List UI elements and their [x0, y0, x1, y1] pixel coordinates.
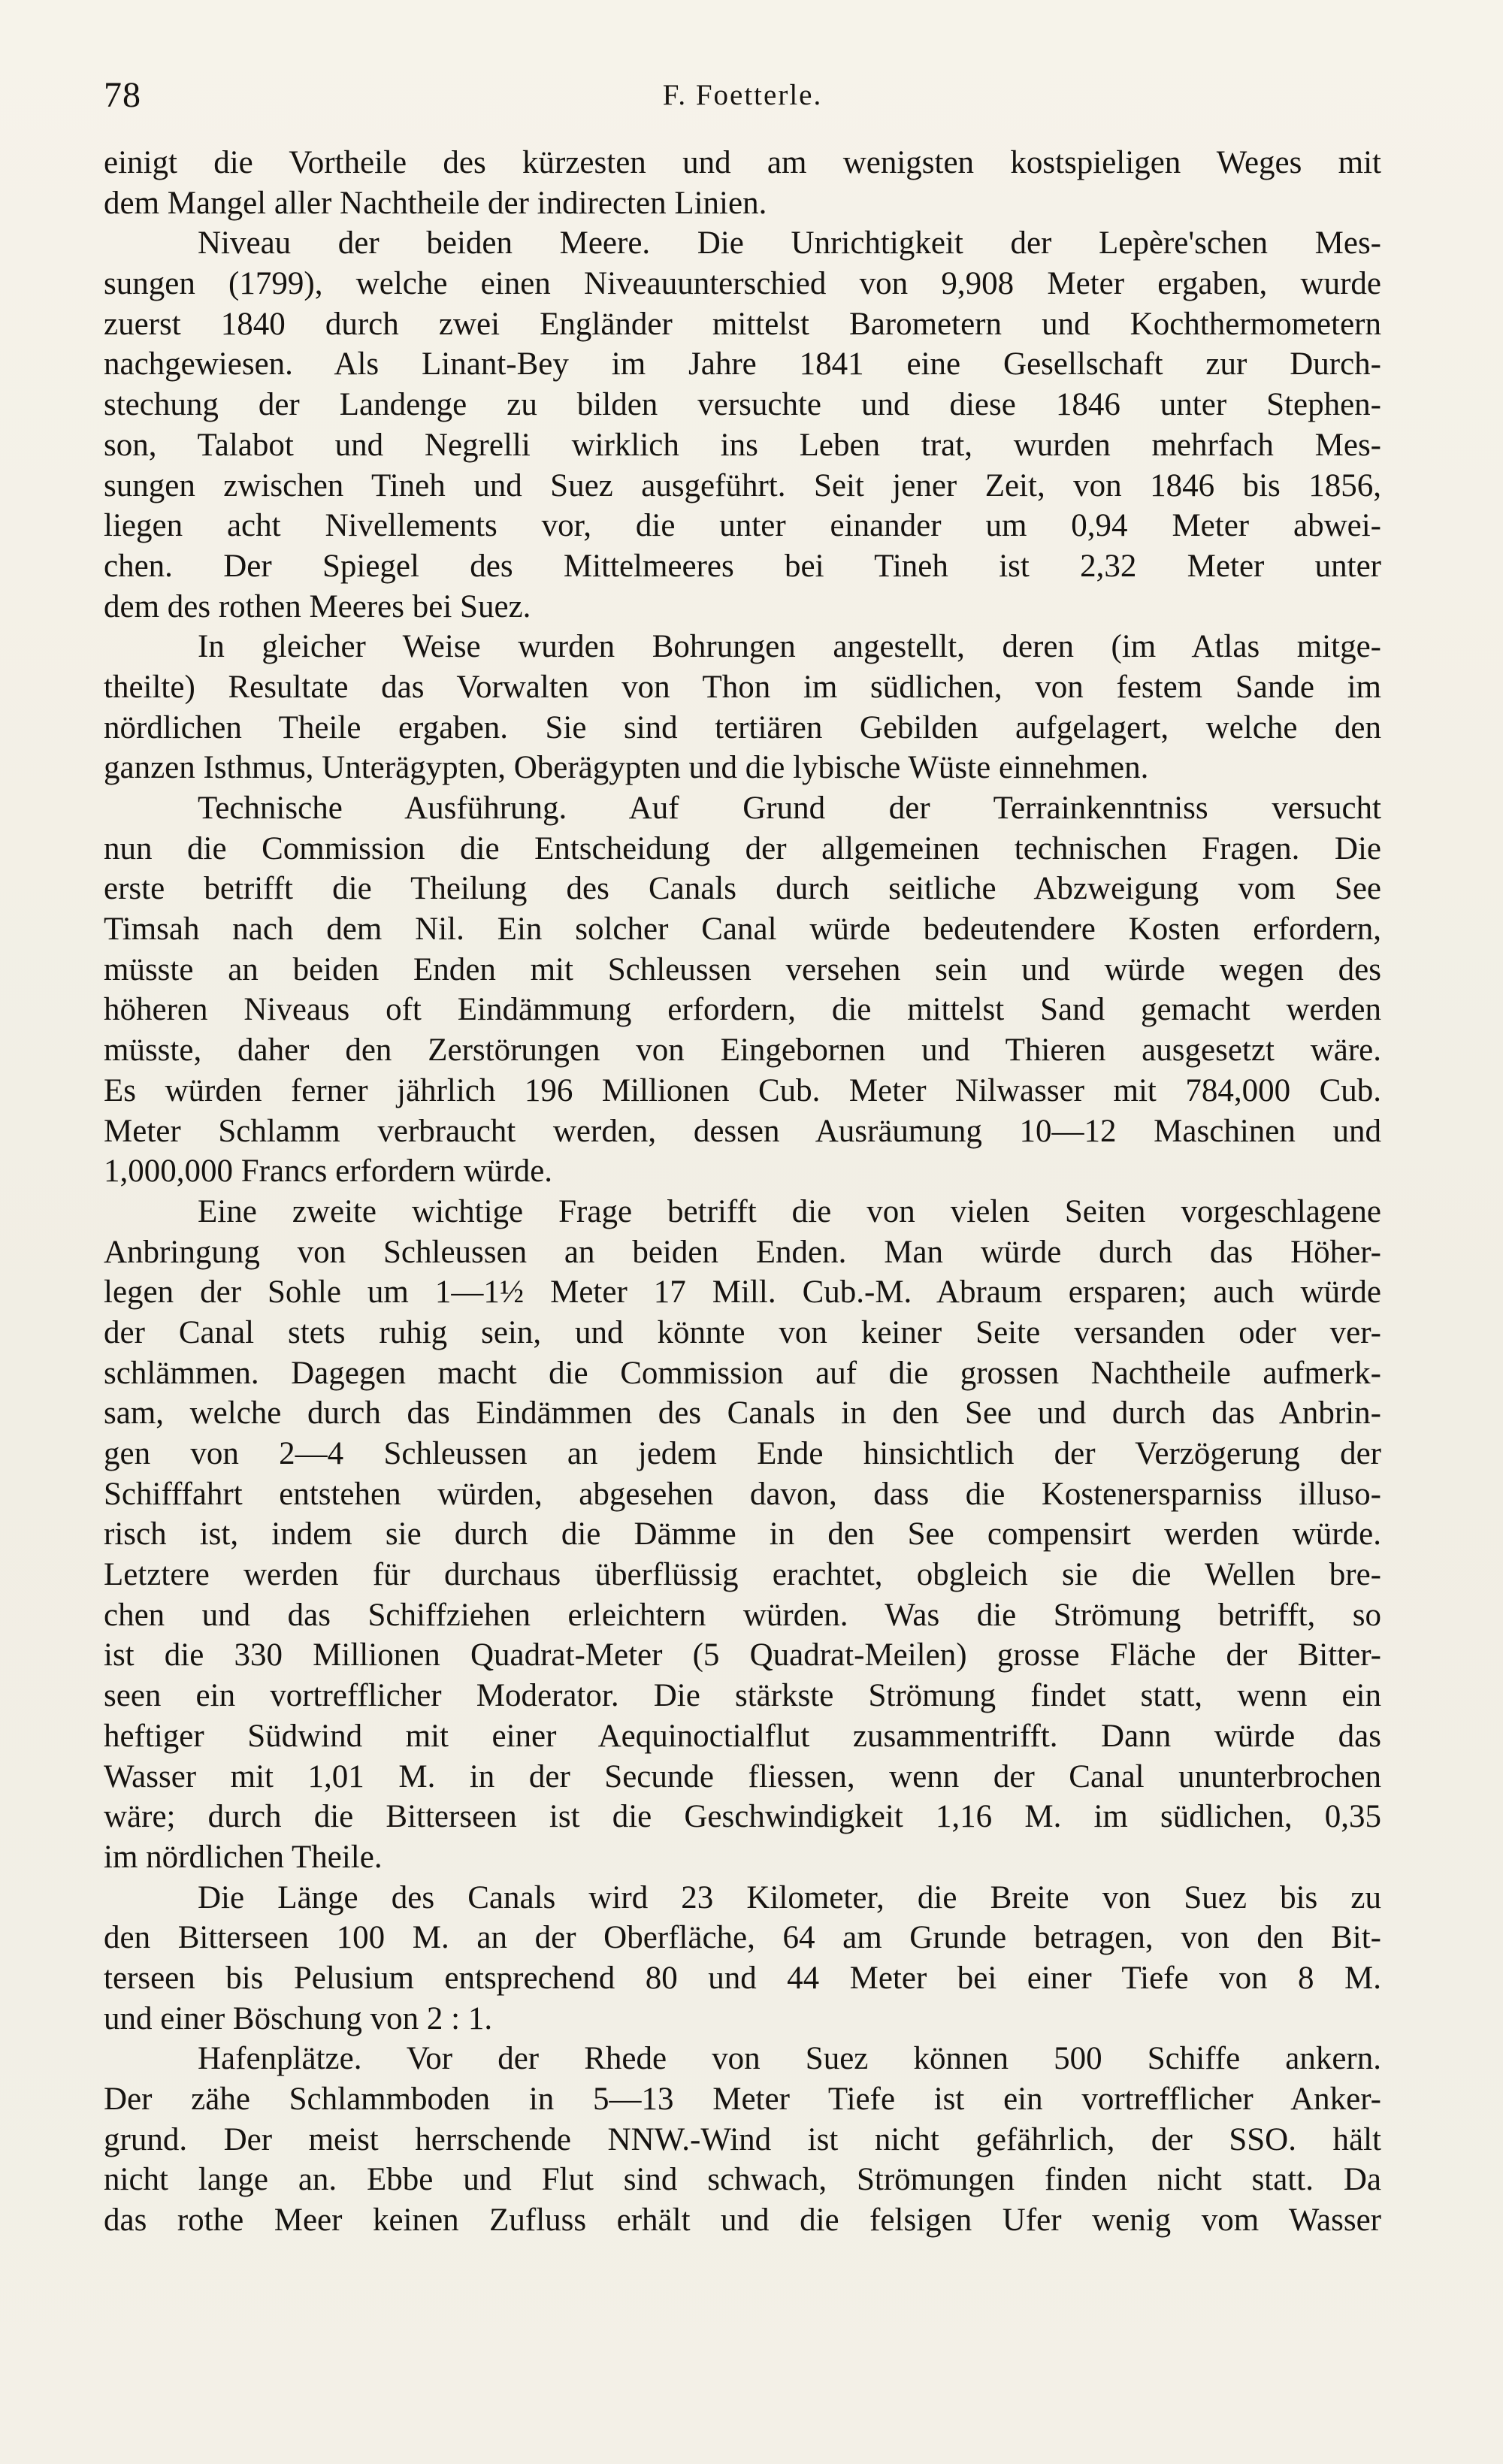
- text-line: theilte) Resultate das Vorwalten von Thon im südlichen, von festem Sande im: [104, 669, 1381, 705]
- text-line: chen und das Schiffziehen erleichtern würden. Was die Strömung betrifft, so: [104, 1597, 1381, 1633]
- body-text: [104, 143, 1381, 2241]
- text-line: den Bitterseen 100 M. an der Oberfläche, 64 am Grunde betragen, von den Bit-: [104, 1920, 1381, 1956]
- text-line: schlämmen. Dagegen macht die Commission auf die grossen Nachtheile aufmerk-: [104, 1355, 1381, 1391]
- text-line: sungen zwischen Tineh und Suez ausgeführt. Seit jener Zeit, von 1846 bis 1856,: [104, 467, 1381, 503]
- text-line: und einer Böschung von 2 : 1.: [104, 2000, 493, 2036]
- text-line: müsste an beiden Enden mit Schleussen versehen sein und würde wegen des: [104, 951, 1381, 987]
- text-line: sungen (1799), welche einen Niveauunterschied von 9,908 Meter ergaben, wurde: [104, 266, 1381, 302]
- text-line: chen. Der Spiegel des Mittelmeeres bei Tineh ist 2,32 Meter unter: [104, 548, 1381, 584]
- text-line: Hafenplätze. Vor der Rhede von Suez können 500 Schiffe ankern.: [198, 2041, 1381, 2077]
- running-head: F. Foetterle.: [662, 79, 823, 111]
- text-line: Timsah nach dem Nil. Ein solcher Canal würde bedeutendere Kosten erfordern,: [104, 912, 1381, 948]
- text-line: In gleicher Weise wurden Bohrungen angestellt, deren (im Atlas mitge-: [198, 629, 1381, 665]
- text-line: Wasser mit 1,01 M. in der Secunde fliessen, wenn der Canal ununterbrochen: [104, 1758, 1381, 1794]
- text-line: nachgewiesen. Als Linant-Bey im Jahre 1841 eine Gesellschaft zur Durch-: [104, 346, 1381, 382]
- text-line: einigt die Vortheile des kürzesten und am wenigsten kostspieligen Weges mit: [104, 145, 1381, 180]
- text-line: erste betrifft die Theilung des Canals durch seitliche Abzweigung vom See: [104, 871, 1381, 907]
- page-number: 78: [104, 75, 141, 115]
- text-line: Die Länge des Canals wird 23 Kilometer, die Breite von Suez bis zu: [198, 1879, 1381, 1915]
- text-line: terseen bis Pelusium entsprechend 80 und 44 Meter bei einer Tiefe von 8 M.: [104, 1960, 1381, 1996]
- text-line: nicht lange an. Ebbe und Flut sind schwach, Strömungen finden nicht statt. Da: [104, 2162, 1381, 2198]
- text-line: gen von 2—4 Schleussen an jedem Ende hinsichtlich der Verzögerung der: [104, 1436, 1381, 1471]
- text-line: stechung der Landenge zu bilden versuchte und diese 1846 unter Stephen-: [104, 387, 1381, 423]
- text-line: Meter Schlamm verbraucht werden, dessen Ausräumung 10—12 Maschinen und: [104, 1113, 1381, 1149]
- text-line: 1,000,000 Francs erfordern würde.: [104, 1153, 553, 1190]
- text-line: heftiger Südwind mit einer Aequinoctialflut zusammentrifft. Dann würde das: [104, 1718, 1381, 1754]
- text-line: wäre; durch die Bitterseen ist die Geschwindigkeit 1,16 M. im südlichen, 0,35: [104, 1799, 1381, 1835]
- page-header: [104, 69, 1381, 122]
- text-line: Der zähe Schlammboden in 5—13 Meter Tiefe ist ein vortrefflicher Anker-: [104, 2082, 1381, 2117]
- text-line: müsste, daher den Zerstörungen von Eingebornen und Thieren ausgesetzt wäre.: [104, 1032, 1381, 1069]
- text-line: Anbringung von Schleussen an beiden Enden. Man würde durch das Höher-: [104, 1234, 1381, 1270]
- text-line: das rothe Meer keinen Zufluss erhält und die felsigen Ufer wenig vom Wasser: [104, 2202, 1381, 2239]
- text-line: Eine zweite wichtige Frage betrifft die von vielen Seiten vorgeschlagene: [198, 1193, 1381, 1229]
- text-line: Schifffahrt entstehen würden, abgesehen davon, dass die Kostenersparniss illuso-: [104, 1476, 1381, 1512]
- text-line: höheren Niveaus oft Eindämmung erfordern, die mittelst Sand gemacht werden: [104, 992, 1381, 1028]
- text-line: grund. Der meist herrschende NNW.-Wind ist nicht gefährlich, der SSO. hält: [104, 2121, 1381, 2157]
- text-line: dem Mangel aller Nachtheile der indirecten Linien.: [104, 185, 767, 221]
- text-line: sam, welche durch das Eindämmen des Canals in den See und durch das Anbrin-: [104, 1395, 1381, 1432]
- text-line: ganzen Isthmus, Unterägypten, Oberägypten und die lybische Wüste einnehmen.: [104, 750, 1149, 786]
- text-line: nun die Commission die Entscheidung der allgemeinen technischen Fragen. Die: [104, 830, 1381, 866]
- text-line: nördlichen Theile ergaben. Sie sind tertiären Gebilden aufgelagert, welche den: [104, 709, 1381, 745]
- text-line: liegen acht Nivellements vor, die unter einander um 0,94 Meter abwei-: [104, 508, 1381, 544]
- text-line: legen der Sohle um 1—1½ Meter 17 Mill. Cub.-M. Abraum ersparen; auch würde: [104, 1274, 1381, 1311]
- text-line: Es würden ferner jährlich 196 Millionen Cub. Meter Nilwasser mit 784,000 Cub.: [104, 1072, 1381, 1108]
- text-line: dem des rothen Meeres bei Suez.: [104, 588, 531, 624]
- text-line: Niveau der beiden Meere. Die Unrichtigkeit der Lepère'schen Mes-: [198, 225, 1381, 262]
- text-line: ist die 330 Millionen Quadrat-Meter (5 Quadrat-Meilen) grosse Fläche der Bitter-: [104, 1637, 1381, 1673]
- text-line: risch ist, indem sie durch die Dämme in den See compensirt werden würde.: [104, 1516, 1381, 1552]
- text-line: son, Talabot und Negrelli wirklich ins Leben trat, wurden mehrfach Mes-: [104, 427, 1381, 463]
- text-line: im nördlichen Theile.: [104, 1839, 383, 1875]
- text-line: Technische Ausführung. Auf Grund der Terrainkenntniss versucht: [198, 791, 1381, 826]
- text-line: seen ein vortrefflicher Moderator. Die stärkste Strömung findet statt, wenn ein: [104, 1678, 1381, 1714]
- text-line: der Canal stets ruhig sein, und könnte von keiner Seite versanden oder ver-: [104, 1314, 1381, 1350]
- text-line: zuerst 1840 durch zwei Engländer mittelst Barometern und Kochthermometern: [104, 306, 1381, 342]
- text-line: Letztere werden für durchaus überflüssig erachtet, obgleich sie die Wellen bre-: [104, 1557, 1381, 1593]
